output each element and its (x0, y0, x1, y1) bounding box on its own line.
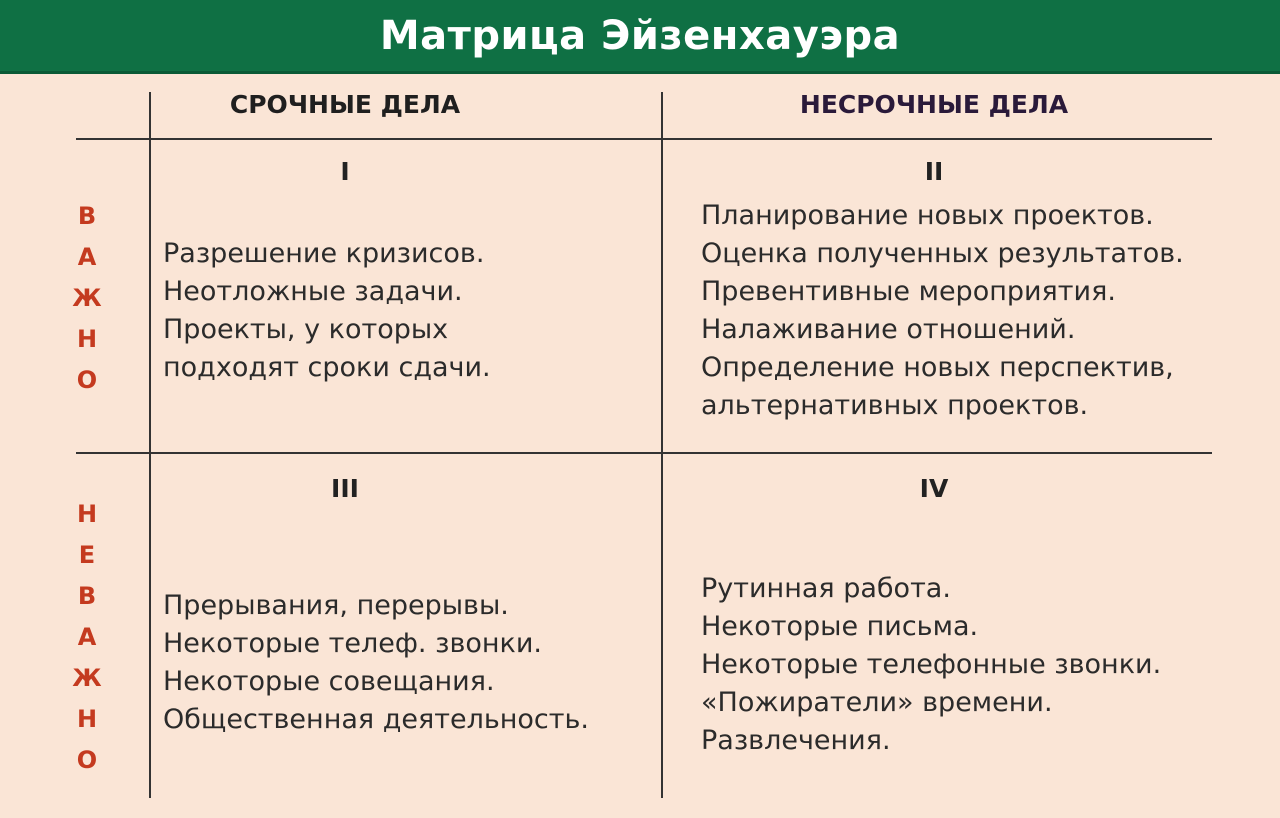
title-bar (0, 0, 1280, 74)
row-label-letter: В (77, 202, 97, 230)
list-item: подходят сроки сдачи. (163, 352, 491, 383)
divider-center-vertical (661, 92, 663, 798)
row-label-letter: Ж (72, 284, 102, 312)
list-item: Некоторые совещания. (163, 666, 495, 697)
quadrant-3-list (163, 587, 589, 739)
list-item: Рутинная работа. (701, 573, 951, 604)
page-title: Матрица Эйзенхауэра (379, 12, 901, 59)
divider-left-vertical (149, 92, 151, 798)
divider-header-horizontal (76, 138, 1212, 140)
row-label-letter: Н (76, 500, 98, 528)
list-item: «Пожиратели» времени. (701, 687, 1053, 718)
list-item: альтернативных проектов. (701, 390, 1089, 421)
column-header-urgent: СРОЧНЫЕ ДЕЛА (229, 90, 461, 119)
list-item: Некоторые телефонные звонки. (701, 649, 1162, 680)
list-item: Некоторые телеф. звонки. (163, 628, 542, 659)
row-label-not-important (72, 494, 102, 781)
list-item: Прерывания, перерывы. (163, 590, 509, 621)
row-label-important (72, 196, 102, 401)
row-label-letter: О (76, 366, 98, 394)
list-item: Планирование новых проектов. (701, 200, 1154, 231)
quadrant-2-numeral: II (924, 157, 944, 186)
row-label-letter: Н (76, 325, 98, 353)
column-header-not-urgent: НЕСРОЧНЫЕ ДЕЛА (799, 90, 1069, 119)
list-item: Налаживание отношений. (701, 314, 1076, 345)
quadrant-1-list (163, 235, 491, 387)
row-label-letter: В (77, 582, 97, 610)
divider-middle-horizontal (76, 452, 1212, 454)
row-label-letter: Н (76, 705, 98, 733)
list-item: Определение новых перспектив, (701, 352, 1174, 383)
list-item: Проекты, у которых (163, 314, 449, 345)
list-item: Некоторые письма. (701, 611, 979, 642)
list-item: Превентивные мероприятия. (701, 276, 1116, 307)
row-label-letter: О (76, 746, 98, 774)
row-label-letter: Ж (72, 664, 102, 692)
row-label-letter: Е (78, 541, 96, 569)
list-item: Неотложные задачи. (163, 276, 463, 307)
row-label-letter: А (77, 243, 97, 271)
quadrant-4-list (701, 570, 1161, 760)
list-item: Общественная деятельность. (163, 704, 589, 735)
list-item: Оценка полученных результатов. (701, 238, 1184, 269)
quadrant-2-list (701, 197, 1184, 425)
quadrant-3-numeral: III (331, 474, 359, 503)
list-item: Разрешение кризисов. (163, 238, 485, 269)
row-label-letter: А (77, 623, 97, 651)
quadrant-4-numeral: IV (919, 474, 949, 503)
list-item: Развлечения. (701, 725, 891, 756)
quadrant-1-numeral: I (340, 157, 350, 186)
